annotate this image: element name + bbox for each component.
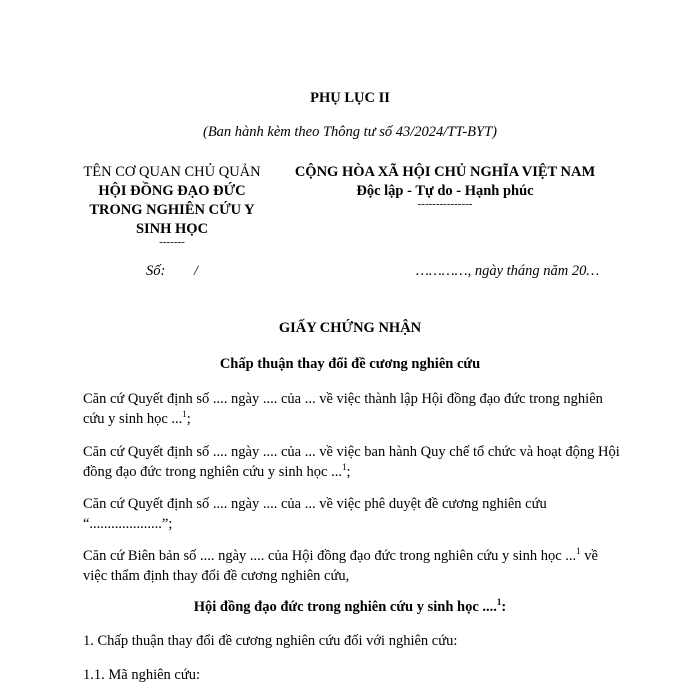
left-divider: ------- [159,236,185,248]
item-1: 1. Chấp thuận thay đổi đề cương nghiên cứu đối với nghiên cứu: [83,633,458,649]
item-1-1: 1.1. Mã nghiên cứu: [83,667,200,683]
republic-name: CỘNG HÒA XÃ HỘI CHỦ NGHĨA VIỆT NAM [294,164,596,180]
date-line: …………, ngày tháng năm 20… [416,263,600,279]
council-heading [0,599,700,616]
document-number-separator: / [194,263,199,279]
certificate-title: GIẤY CHỨNG NHẬN [278,320,422,336]
basis-paragraph-3 [83,494,623,534]
council-name-line3: SINH HỌC [135,221,209,237]
basis-text-1-end: ; [186,411,191,427]
document-number-label: Số: [146,263,166,279]
issued-with-note: (Ban hành kèm theo Thông tư số 43/2024/TT-BYT) [202,124,497,140]
basis-paragraph-1 [83,389,623,429]
basis-text-4a: Căn cứ Biên bản số .... ngày .... của Hội đồng đạo đức trong nghiên cứu y sinh học ... [83,548,577,564]
basis-text-1: Căn cứ Quyết định số .... ngày .... của ... về việc thành lập Hội đồng đạo đức trong nghiên cứu y sinh học ... [83,391,603,427]
national-motto: Độc lập - Tự do - Hạnh phúc [356,183,534,199]
basis-text-2: Căn cứ Quyết định số .... ngày .... của ... về việc ban hành Quy chế tổ chức và hoạt động Hội đồng đạo đức trong nghiên cứu y sinh học ... [83,444,620,480]
footnote-ref: 1 [182,409,187,420]
appendix-title: PHỤ LỤC II [310,90,390,106]
council-heading-end: : [501,599,507,615]
footnote-ref: 1 [576,546,581,557]
right-divider: --------------- [417,198,473,210]
basis-paragraph-4 [83,546,623,586]
basis-text-3: Căn cứ Quyết định số .... ngày .... của ... về việc phê duyệt đề cương nghiên cứu “....................”; [83,496,547,532]
basis-text-4b: về việc thẩm định thay đổi đề cương nghiên cứu, [83,548,598,584]
footnote-ref: 1 [341,462,347,473]
council-name-line1: HỘI ĐỒNG ĐẠO ĐỨC [98,183,246,199]
footnote-ref: 1 [496,597,502,608]
certificate-subtitle: Chấp thuận thay đổi đề cương nghiên cứu [219,356,481,372]
basis-paragraph-2 [83,442,623,482]
agency-name: TÊN CƠ QUAN CHỦ QUẢN [83,164,261,180]
council-name-line2: TRONG NGHIÊN CỨU Y [89,202,255,218]
basis-text-2-end: ; [346,464,351,480]
council-heading-text: Hội đồng đạo đức trong nghiên cứu y sinh học .... [193,599,497,615]
